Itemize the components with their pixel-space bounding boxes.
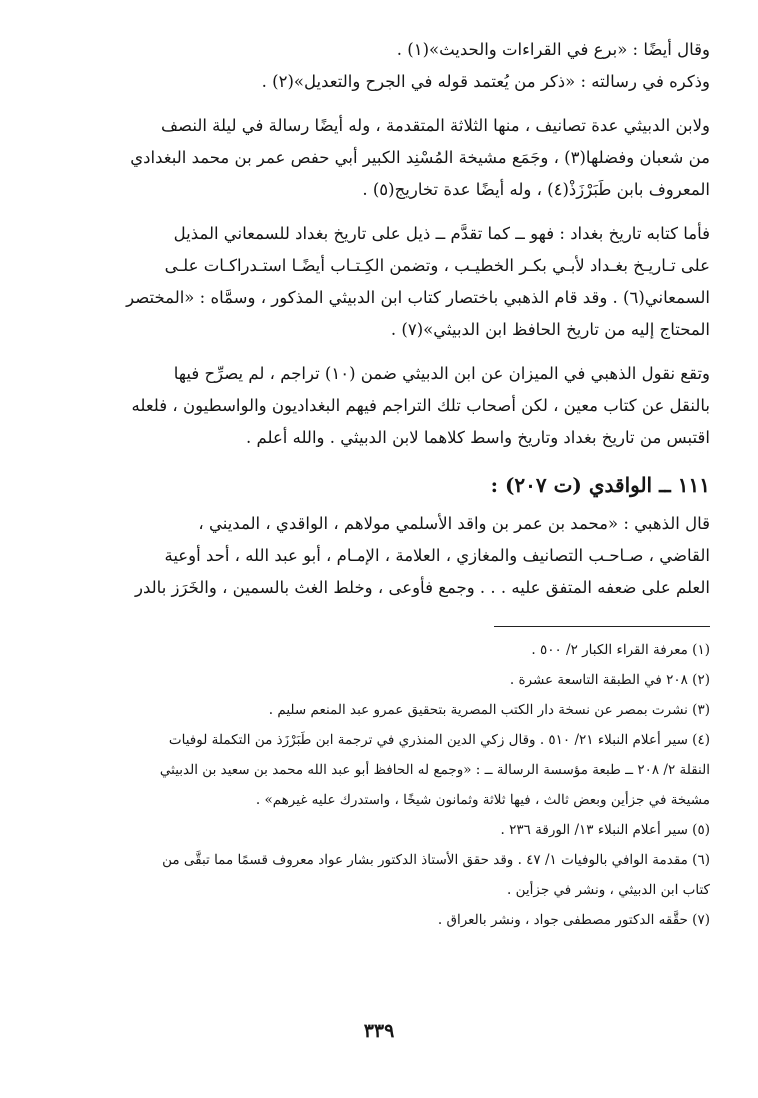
paragraph-2 (40, 66, 710, 98)
text-line: العلم على ضعفه المتفق عليه . . . وجمع فأوعى ، وخلط الغث بالسمين ، والخَرَز بالدر (135, 578, 710, 597)
paragraph-4 (40, 218, 710, 346)
paragraph-1 (40, 34, 710, 66)
footnote-4 (40, 725, 710, 815)
paragraph-6 (40, 508, 710, 604)
text-line: اقتبس من تاريخ بغداد وتاريخ واسط كلاهما لابن الدبيثي . والله أعلم . (246, 428, 710, 447)
page-number: ٣٣٩ (363, 1020, 395, 1042)
paragraph-5 (40, 358, 710, 454)
text-line: من شعبان وفضلها(٣) ، وجَمَع مشيخة المُسْنِد الكبير أبي حفص عمر بن محمد البغدادي (130, 148, 710, 167)
footnote-line: (٤) سير أعلام النبلاء ٢١/ ٥١٠ . وقال زكي الدين المنذري في ترجمة ابن طَبَرْزَذ من التكملة لوفيات (168, 732, 710, 748)
text-line: على تـاريـخ بغـداد لأبـي بكـر الخطيـب ، وتضمن الكِـتـاب أيضًـا استـدراكـات علـى (164, 256, 710, 275)
footnote-line: النقلة ٢/ ٢٠٨ ــ طبعة مؤسسة الرسالة ــ : «وجمع له الحافظ أبو عبد الله محمد بن سعيد بن الدبيثي (159, 762, 710, 778)
text-line: القاضي ، صـاحـب التصانيف والمغازي ، العلامة ، الإمـام ، أبو عبد الله ، أحد أوعية (164, 546, 710, 565)
footnote-divider (494, 626, 710, 627)
text-line: وقال أيضًا : «برع في القراءات والحديث»(١) . (396, 40, 710, 59)
text-line: السمعاني(٦) . وقد قام الذهبي باختصار كتاب ابن الدبيثي المذكور ، وسمَّاه : «المختصر (126, 288, 710, 307)
footnote-line: (٧) حقَّقه الدكتور مصطفى جواد ، ونشر بالعراق . (437, 912, 710, 928)
text-line: ولابن الدبيثي عدة تصانيف ، منها الثلاثة المتقدمة ، وله أيضًا رسالة في ليلة النصف (160, 116, 710, 135)
footnote-line: (٣) نشرت بمصر عن نسخة دار الكتب المصرية بتحقيق عمرو عبد المنعم سليم . (268, 702, 710, 718)
footnote-line: (٢) ٢٠٨ في الطبقة التاسعة عشرة . (509, 672, 710, 688)
page-content (40, 34, 710, 935)
text-line: بالنقل عن كتاب معين ، لكن أصحاب تلك التراجم فيهم البغداديون والواسطيون ، فلعله (131, 396, 710, 415)
footnote-line: كتاب ابن الدبيثي ، ونشر في جزأين . (507, 882, 710, 898)
footnote-2 (40, 665, 710, 695)
footnote-6 (40, 845, 710, 905)
footnotes (40, 635, 710, 935)
section-heading: ١١١ ــ الواقدي (ت ٢٠٧) : (490, 473, 710, 497)
footnote-5 (40, 815, 710, 845)
footnote-line: (٦) مقدمة الوافي بالوفيات ١/ ٤٧ . وقد حقق الأستاذ الدكتور بشار عواد معروف قسمًا مما تبقَّى من (162, 852, 710, 868)
text-line: المعروف بابن طَبَرْزَذْ(٤) ، وله أيضًا عدة تخاريج(٥) . (362, 180, 710, 199)
text-line: قال الذهبي : «محمد بن عمر بن واقد الأسلمي مولاهم ، الواقدي ، المديني ، (198, 514, 710, 533)
footnote-line: (١) معرفة القراء الكبار ٢/ ٥٠٠ . (531, 642, 710, 658)
text-line: وتقع نقول الذهبي في الميزان عن ابن الدبيثي ضمن (١٠) تراجم ، لم يصرِّح فيها (173, 364, 710, 383)
footnote-line: (٥) سير أعلام النبلاء ١٣/ الورقة ٢٣٦ . (500, 822, 710, 838)
footnote-1 (40, 635, 710, 665)
footnote-line: مشيخة في جزأين وبعض ثالث ، فيها ثلاثة وثمانون شيخًا ، واستدرك عليه غيرهم» . (255, 792, 710, 808)
footnote-7 (40, 905, 710, 935)
text-line: فأما كتابه تاريخ بغداد : فهو ــ كما تقدَّم ــ ذيل على تاريخ بغداد للسمعاني المذيل (173, 224, 710, 243)
footnote-3 (40, 695, 710, 725)
paragraph-3 (40, 110, 710, 206)
text-line: المحتاج إليه من تاريخ الحافظ ابن الدبيثي»(٧) . (390, 320, 710, 339)
text-line: وذكره في رسالته : «ذكر من يُعتمد قوله في الجرح والتعديل»(٢) . (261, 72, 710, 91)
